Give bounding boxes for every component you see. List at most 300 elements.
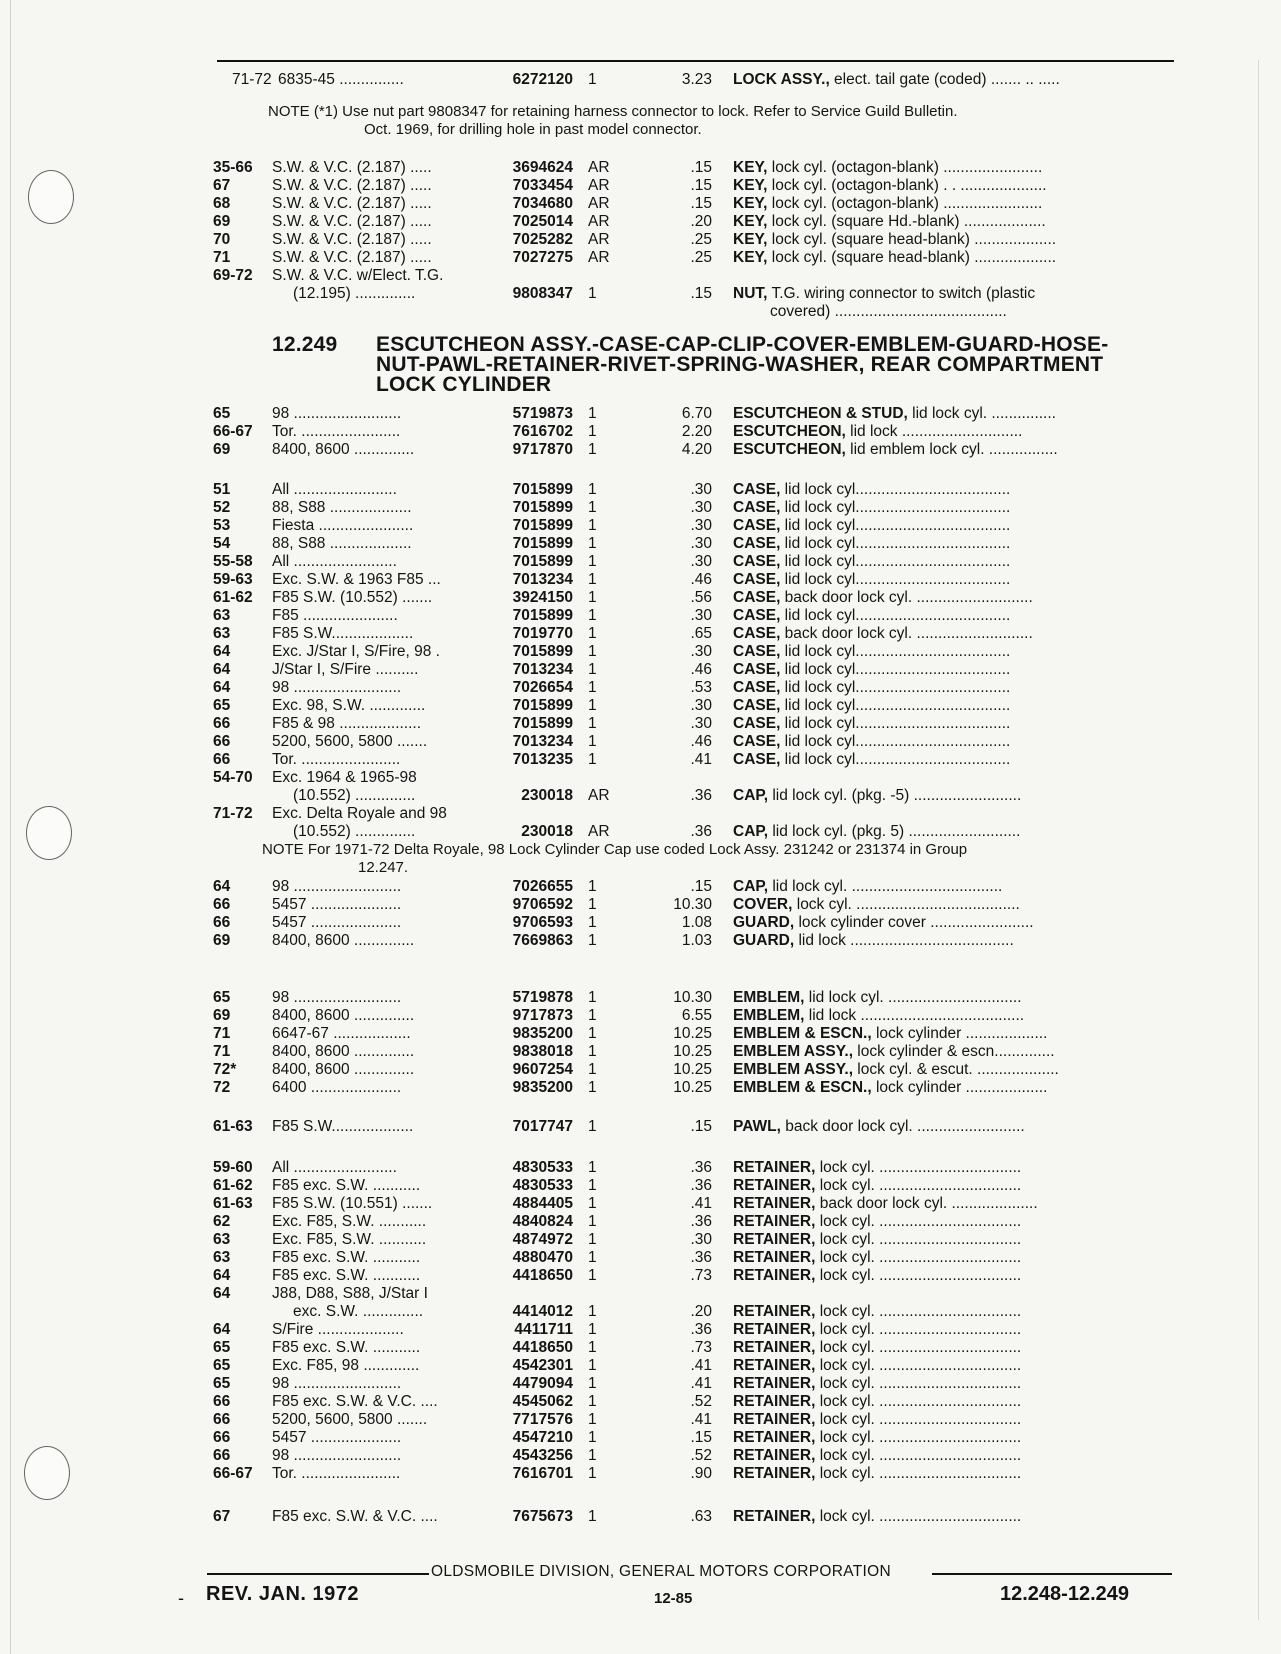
price: .30: [690, 517, 712, 534]
part-number: 7034680: [512, 195, 573, 212]
footer-rule: [932, 1573, 1172, 1575]
quantity: 1: [588, 679, 597, 696]
footer-dash: -: [178, 1588, 184, 1608]
part-name: EMBLEM,: [733, 1007, 805, 1024]
part-name: CASE,: [733, 679, 781, 696]
year-range: 69: [213, 1007, 231, 1024]
price: .15: [690, 1429, 712, 1446]
part-number: 4418650: [512, 1339, 573, 1356]
parts-row: [0, 422, 1281, 441]
part-detail: lid lock cyl. ...............................: [804, 989, 1022, 1006]
year-range: 72: [213, 1079, 231, 1096]
quantity: 1: [588, 643, 597, 660]
parts-row: [0, 768, 1281, 787]
year-range: 67: [213, 177, 231, 194]
model-application: 98 .........................: [272, 1447, 402, 1464]
description: [733, 1006, 1169, 1025]
note-line: NOTE For 1971-72 Delta Royale, 98 Lock Cylinder Cap use coded Lock Assy. 231242 or 231374 in Group: [262, 841, 968, 858]
year-range: 71-72: [213, 805, 253, 822]
part-number: 3924150: [512, 589, 573, 606]
part-number: 3694624: [512, 159, 573, 176]
note-line: Oct. 1969, for drilling hole in past model connector.: [364, 121, 702, 138]
price: .41: [690, 1357, 712, 1374]
quantity: 1: [588, 1025, 597, 1042]
part-detail: lock cyl. .................................: [815, 1508, 1022, 1525]
part-detail: lock cyl. .................................: [815, 1339, 1022, 1356]
part-name: CASE,: [733, 553, 781, 570]
part-number: 7669863: [512, 932, 573, 949]
description: [733, 988, 1169, 1007]
part-detail: lid lock cyl. (pkg. -5) .........................: [768, 787, 1022, 804]
part-name: CAP,: [733, 787, 769, 804]
model-application: F85 ......................: [272, 607, 398, 624]
part-number: 4840824: [512, 1213, 573, 1230]
part-name: CASE,: [733, 733, 781, 750]
parts-row: [0, 1284, 1281, 1303]
model-application: Tor. .......................: [272, 751, 401, 768]
part-number: 7015899: [512, 553, 573, 570]
parts-row: [0, 931, 1281, 950]
model-application: Exc. F85, 98 .............: [272, 1357, 420, 1374]
part-name: KEY,: [733, 159, 768, 176]
part-name: RETAINER,: [733, 1213, 816, 1230]
parts-row: [0, 588, 1281, 607]
model-application: F85 exc. S.W. & V.C. ....: [272, 1508, 438, 1525]
part-name: CASE,: [733, 481, 781, 498]
part-number: 7027275: [512, 249, 573, 266]
part-name: COVER,: [733, 896, 793, 913]
year-range: 63: [213, 1249, 231, 1266]
quantity: 1: [588, 1447, 597, 1464]
parts-row: [0, 480, 1281, 499]
part-name: CASE,: [733, 697, 781, 714]
quantity: 1: [588, 914, 597, 931]
part-detail: lid lock cyl....................................: [780, 535, 1011, 552]
description: [733, 422, 1169, 441]
year-range: 66-67: [213, 423, 253, 440]
model-application: 5200, 5600, 5800 .......: [272, 1411, 428, 1428]
quantity: 1: [588, 1195, 597, 1212]
year-range: 66-67: [213, 1465, 253, 1482]
part-number: 7013235: [512, 751, 573, 768]
model-application: (12.195) ..............: [293, 285, 416, 302]
price: .25: [690, 231, 712, 248]
model-application: S.W. & V.C. (2.187) .....: [272, 213, 432, 230]
model-application: Tor. .......................: [272, 423, 401, 440]
section-title: LOCK CYLINDER: [376, 373, 552, 396]
quantity: 1: [588, 571, 597, 588]
model-application: Exc. F85, S.W. ...........: [272, 1231, 427, 1248]
year-range: 63: [213, 625, 231, 642]
price: 10.25: [673, 1043, 712, 1060]
price: 3.23: [681, 71, 712, 88]
price: .15: [690, 878, 712, 895]
parts-row: [0, 1302, 1281, 1321]
description: [733, 624, 1169, 643]
description: [733, 284, 1169, 303]
model-application: 6835-45 ...............: [278, 71, 404, 88]
year-range: 66: [213, 715, 231, 732]
model-application: 88, S88 ...................: [272, 499, 412, 516]
part-name: ESCUTCHEON & STUD,: [733, 405, 908, 422]
model-application: Exc. S.W. & 1963 F85 ...: [272, 571, 441, 588]
part-number: 4545062: [512, 1393, 573, 1410]
part-number: 4830533: [512, 1177, 573, 1194]
year-range: 65: [213, 1339, 231, 1356]
description: [733, 1158, 1169, 1177]
year-range: 64: [213, 1285, 231, 1302]
year-range: 64: [213, 878, 231, 895]
part-name: RETAINER,: [733, 1339, 816, 1356]
section-number: 12.249: [272, 333, 338, 356]
description: [733, 1230, 1169, 1249]
model-application: J/Star I, S/Fire ..........: [272, 661, 419, 678]
year-range: 63: [213, 1231, 231, 1248]
model-application: Fiesta ......................: [272, 517, 414, 534]
model-application: F85 exc. S.W. & V.C. ....: [272, 1393, 438, 1410]
parts-row: [0, 1410, 1281, 1429]
quantity: 1: [588, 1321, 597, 1338]
part-name: CASE,: [733, 607, 781, 624]
description: [733, 1078, 1169, 1097]
quantity: 1: [588, 1303, 597, 1320]
parts-row: [0, 988, 1281, 1007]
parts-row: [0, 678, 1281, 697]
price: .25: [690, 249, 712, 266]
part-detail: lid lock ............................: [845, 423, 1023, 440]
part-number: 6272120: [512, 71, 573, 88]
model-application: (10.552) ..............: [293, 787, 416, 804]
description: [733, 248, 1169, 267]
part-name: RETAINER,: [733, 1177, 816, 1194]
part-name: RETAINER,: [733, 1303, 816, 1320]
description: [733, 931, 1169, 950]
model-application: S.W. & V.C. (2.187) .....: [272, 159, 432, 176]
description: [733, 732, 1169, 751]
quantity: AR: [588, 213, 610, 230]
price: .30: [690, 535, 712, 552]
year-range: 64: [213, 679, 231, 696]
parts-row: [0, 248, 1281, 267]
model-application: 98 .........................: [272, 405, 402, 422]
part-number: 4880470: [512, 1249, 573, 1266]
part-number: 4543256: [512, 1447, 573, 1464]
part-number: 7026655: [512, 878, 573, 895]
top-rule: [217, 60, 1174, 62]
price: .46: [690, 661, 712, 678]
part-number: 7616702: [512, 423, 573, 440]
quantity: 1: [588, 733, 597, 750]
part-detail: lid lock cyl....................................: [780, 607, 1011, 624]
part-detail: lid lock ......................................: [804, 1007, 1025, 1024]
model-application: F85 S.W...................: [272, 625, 414, 642]
part-number: 9717873: [512, 1007, 573, 1024]
model-application: S.W. & V.C. w/Elect. T.G.: [272, 267, 444, 284]
quantity: 1: [588, 1339, 597, 1356]
year-range: 66: [213, 1393, 231, 1410]
part-name: RETAINER,: [733, 1508, 816, 1525]
parts-row: [0, 660, 1281, 679]
part-name: CASE,: [733, 751, 781, 768]
price: .30: [690, 607, 712, 624]
price: 10.30: [673, 896, 712, 913]
description: [733, 552, 1169, 571]
price: .36: [690, 1159, 712, 1176]
price: .36: [690, 1177, 712, 1194]
parts-row: [0, 696, 1281, 715]
year-range: 66: [213, 914, 231, 931]
part-number: 7616701: [512, 1465, 573, 1482]
parts-row: [0, 1428, 1281, 1447]
quantity: 1: [588, 423, 597, 440]
part-name: NUT,: [733, 285, 768, 302]
part-detail: lid lock cyl. (pkg. 5) ..........................: [768, 823, 1021, 840]
part-name: RETAINER,: [733, 1357, 816, 1374]
description: [733, 1507, 1169, 1526]
quantity: 1: [588, 441, 597, 458]
description: [733, 212, 1169, 231]
parts-row: [0, 534, 1281, 553]
part-name: EMBLEM,: [733, 989, 805, 1006]
section-heading: [0, 335, 1281, 395]
model-application: S.W. & V.C. (2.187) .....: [272, 231, 432, 248]
part-detail: lid lock cyl....................................: [780, 643, 1011, 660]
year-range: 70: [213, 231, 231, 248]
model-application: S.W. & V.C. (2.187) .....: [272, 177, 432, 194]
year-range: 53: [213, 517, 231, 534]
description: [733, 570, 1169, 589]
part-name: ESCUTCHEON,: [733, 441, 846, 458]
year-range: 51: [213, 481, 231, 498]
quantity: 1: [588, 1375, 597, 1392]
quantity: 1: [588, 1249, 597, 1266]
part-number: 7017747: [512, 1118, 573, 1135]
model-application: Exc. F85, S.W. ...........: [272, 1213, 427, 1230]
model-application: 8400, 8600 ..............: [272, 1043, 415, 1060]
part-name: CASE,: [733, 661, 781, 678]
part-name: CAP,: [733, 823, 769, 840]
quantity: 1: [588, 1061, 597, 1078]
year-range: 68: [213, 195, 231, 212]
parts-row: [0, 1024, 1281, 1043]
model-application: 5457 .....................: [272, 1429, 402, 1446]
quantity: AR: [588, 787, 610, 804]
part-detail: lock cyl. .................................: [815, 1177, 1022, 1194]
model-application: exc. S.W. ..............: [293, 1303, 424, 1320]
part-detail: lock cyl. .................................: [815, 1321, 1022, 1338]
description: [733, 1248, 1169, 1267]
year-range: 66: [213, 896, 231, 913]
price: .30: [690, 697, 712, 714]
part-detail: lock cyl. (square head-blank) ...................: [767, 231, 1057, 248]
part-detail: lid lock cyl....................................: [780, 715, 1011, 732]
description: [733, 404, 1169, 423]
quantity: 1: [588, 517, 597, 534]
parts-row: [0, 266, 1281, 285]
year-range: 69: [213, 932, 231, 949]
part-name: CASE,: [733, 499, 781, 516]
description: [733, 230, 1169, 249]
quantity: 1: [588, 1465, 597, 1482]
part-detail: lid lock cyl....................................: [780, 481, 1011, 498]
parts-row: [0, 1194, 1281, 1213]
part-number: 9835200: [512, 1079, 573, 1096]
description: [733, 1410, 1169, 1429]
year-range: 35-66: [213, 159, 253, 176]
year-range: 55-58: [213, 553, 253, 570]
part-name: RETAINER,: [733, 1231, 816, 1248]
price: .36: [690, 1249, 712, 1266]
model-application: F85 exc. S.W. ...........: [272, 1339, 421, 1356]
part-detail: lock cyl. & escut. ...................: [853, 1061, 1059, 1078]
price: 10.25: [673, 1025, 712, 1042]
part-detail: lid lock cyl....................................: [780, 517, 1011, 534]
description: [733, 1428, 1169, 1447]
model-application: 98 .........................: [272, 679, 402, 696]
part-detail: elect. tail gate (coded) ....... .. .....: [829, 71, 1060, 88]
description: [733, 480, 1169, 499]
model-application: 5457 .....................: [272, 914, 402, 931]
part-detail: lock cyl. .................................: [815, 1303, 1022, 1320]
quantity: 1: [588, 1411, 597, 1428]
year-range: 61-63: [213, 1195, 253, 1212]
quantity: AR: [588, 177, 610, 194]
year-range: 64: [213, 1267, 231, 1284]
parts-row: [0, 1078, 1281, 1097]
part-number: 230018: [521, 823, 573, 840]
part-name: RETAINER,: [733, 1267, 816, 1284]
description: [733, 194, 1169, 213]
price: 1.08: [681, 914, 712, 931]
parts-row: [0, 714, 1281, 733]
part-number: 7015899: [512, 643, 573, 660]
parts-row: [0, 877, 1281, 896]
part-number: 7025282: [512, 231, 573, 248]
description: [733, 1042, 1169, 1061]
model-application: F85 exc. S.W. ...........: [272, 1177, 421, 1194]
year-range: 66: [213, 733, 231, 750]
part-number: 4547210: [512, 1429, 573, 1446]
quantity: 1: [588, 751, 597, 768]
model-application: F85 S.W. (10.551) .......: [272, 1195, 433, 1212]
parts-row: [0, 1320, 1281, 1339]
model-application: Tor. .......................: [272, 1465, 401, 1482]
quantity: 1: [588, 1429, 597, 1446]
description: [733, 70, 1169, 89]
part-name: CASE,: [733, 589, 781, 606]
year-range: 65: [213, 1357, 231, 1374]
model-application: 5200, 5600, 5800 .......: [272, 733, 428, 750]
part-number: 9607254: [512, 1061, 573, 1078]
part-name: RETAINER,: [733, 1429, 816, 1446]
model-application: 8400, 8600 ..............: [272, 1007, 415, 1024]
price: .65: [690, 625, 712, 642]
part-number: 7019770: [512, 625, 573, 642]
part-number: 4414012: [512, 1303, 573, 1320]
part-number: 5719873: [512, 405, 573, 422]
model-application: All ........................: [272, 1159, 397, 1176]
price: .30: [690, 481, 712, 498]
description: [733, 1374, 1169, 1393]
part-name: CASE,: [733, 571, 781, 588]
part-detail: back door lock cyl. ...........................: [780, 625, 1033, 642]
year-range: 66: [213, 1447, 231, 1464]
model-application: J88, D88, S88, J/Star I: [272, 1285, 428, 1302]
part-name: GUARD,: [733, 932, 795, 949]
quantity: AR: [588, 249, 610, 266]
year-range: 69: [213, 441, 231, 458]
parts-row: [0, 1266, 1281, 1285]
footer-division: OLDSMOBILE DIVISION, GENERAL MOTORS CORPORATION: [431, 1563, 891, 1580]
year-range: 54-70: [213, 769, 253, 786]
quantity: 1: [588, 1393, 597, 1410]
price: .15: [690, 285, 712, 302]
part-detail: lock cylinder cover ........................: [794, 914, 1034, 931]
price: .52: [690, 1393, 712, 1410]
revision-date: REV. JAN. 1972: [206, 1583, 360, 1605]
model-application: S.W. & V.C. (2.187) .....: [272, 195, 432, 212]
parts-row: [0, 732, 1281, 751]
quantity: AR: [588, 231, 610, 248]
part-number: 9808347: [512, 285, 573, 302]
part-number: 7717576: [512, 1411, 573, 1428]
parts-row: [0, 642, 1281, 661]
part-number: 7013234: [512, 661, 573, 678]
year-range: 69: [213, 213, 231, 230]
price: .30: [690, 499, 712, 516]
year-range: 61-63: [213, 1118, 253, 1135]
part-name: CASE,: [733, 535, 781, 552]
parts-row: [0, 1158, 1281, 1177]
quantity: 1: [588, 661, 597, 678]
description: [733, 1194, 1169, 1213]
price: 1.03: [681, 932, 712, 949]
quantity: 1: [588, 715, 597, 732]
year-range: 71: [213, 249, 231, 266]
price: .15: [690, 195, 712, 212]
parts-row: [0, 1042, 1281, 1061]
model-application: 8400, 8600 ..............: [272, 1061, 415, 1078]
parts-row: [0, 440, 1281, 459]
parts-row: [0, 1117, 1281, 1136]
price: 10.25: [673, 1061, 712, 1078]
year-range: 52: [213, 499, 231, 516]
parts-row: [0, 1212, 1281, 1231]
model-application: S/Fire ....................: [272, 1321, 404, 1338]
parts-row: [0, 1374, 1281, 1393]
parts-row: [0, 516, 1281, 535]
part-number: 7015899: [512, 697, 573, 714]
part-detail: lock cyl. ......................................: [792, 896, 1020, 913]
part-name: RETAINER,: [733, 1321, 816, 1338]
price: 2.20: [681, 423, 712, 440]
part-name: RETAINER,: [733, 1393, 816, 1410]
quantity: 1: [588, 1357, 597, 1374]
price: .63: [690, 1508, 712, 1525]
part-name: RETAINER,: [733, 1447, 816, 1464]
quantity: 1: [588, 405, 597, 422]
part-name: KEY,: [733, 231, 768, 248]
part-detail: lock cyl. .................................: [815, 1465, 1022, 1482]
quantity: 1: [588, 1118, 597, 1135]
quantity: 1: [588, 697, 597, 714]
part-number: 4830533: [512, 1159, 573, 1176]
part-name: EMBLEM & ESCN.,: [733, 1079, 872, 1096]
description: [733, 1212, 1169, 1231]
price: .90: [690, 1465, 712, 1482]
year-range: 64: [213, 643, 231, 660]
quantity: 1: [588, 1231, 597, 1248]
